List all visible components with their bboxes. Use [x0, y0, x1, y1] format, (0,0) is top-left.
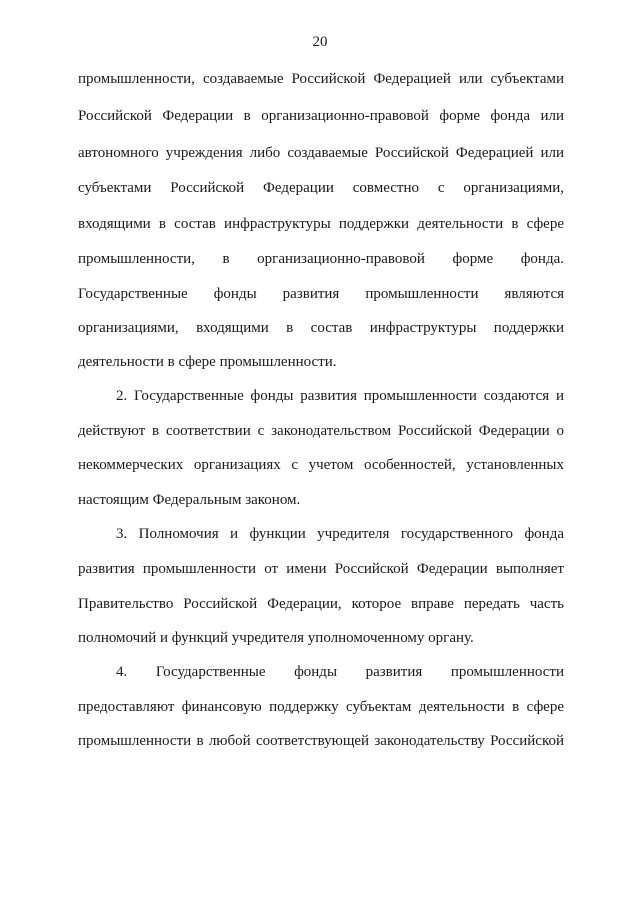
text-line: промышленности, создаваемые Российской Федерацией или субъектами	[78, 71, 564, 87]
text-line: 3. Полномочия и функции учредителя государственного фонда	[116, 526, 564, 542]
text-line: действуют в соответствии с законодательством Российской Федерации о	[78, 423, 564, 439]
text-line: Российской Федерации в организационно-правовой форме фонда или	[78, 108, 564, 124]
text-line: 4. Государственные фонды развития промышленности	[116, 664, 564, 680]
text-line: некоммерческих организациях с учетом особенностей, установленных	[78, 457, 564, 473]
text-line: организациями, входящими в состав инфраструктуры поддержки	[78, 320, 564, 336]
text-line: предоставляют финансовую поддержку субъектам деятельности в сфере	[78, 699, 564, 715]
text-line: развития промышленности от имени Российской Федерации выполняет	[78, 561, 564, 577]
text-line: промышленности, в организационно-правовой форме фонда.	[78, 251, 564, 267]
text-line: Правительство Российской Федерации, которое вправе передать часть	[78, 596, 564, 612]
text-line: 2. Государственные фонды развития промышленности создаются и	[116, 388, 564, 404]
text-line: промышленности в любой соответствующей законодательству Российской	[78, 733, 564, 749]
text-line: деятельности в сфере промышленности.	[78, 354, 337, 370]
text-line: субъектами Российской Федерации совместно с организациями,	[78, 180, 564, 196]
text-line: автономного учреждения либо создаваемые Российской Федерацией или	[78, 145, 564, 161]
text-line: Государственные фонды развития промышленности являются	[78, 286, 564, 302]
text-line: полномочий и функций учредителя уполномоченному органу.	[78, 630, 474, 646]
text-line: настоящим Федеральным законом.	[78, 492, 301, 508]
page-number: 20	[312, 34, 328, 50]
text-line: входящими в состав инфраструктуры поддержки деятельности в сфере	[78, 216, 564, 232]
